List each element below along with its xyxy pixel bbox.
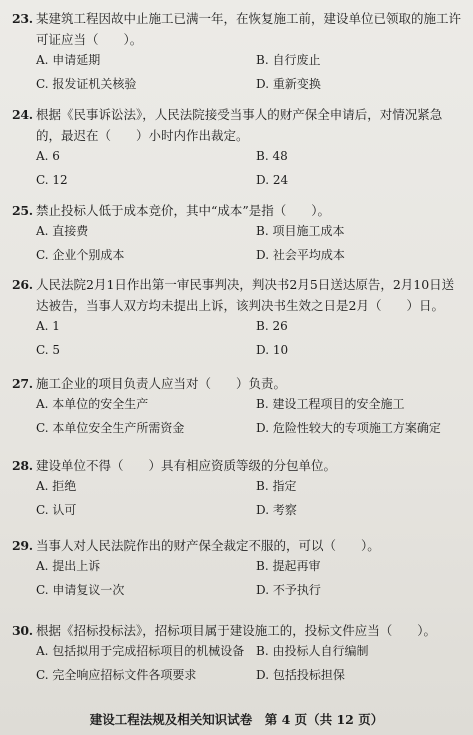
options (12, 476, 465, 522)
option-b: B. 指定 (256, 479, 297, 493)
question-29 (12, 535, 465, 602)
question-text: 禁止投标人低于成本竞价，其中“成本”是指（ ）。 (36, 203, 331, 218)
options (12, 146, 465, 192)
option-b: B. 由投标人自行编制 (256, 644, 369, 658)
option-b: B. 48 (256, 149, 288, 163)
question-number: 29. (12, 538, 33, 553)
question-text: 根据《招标投标法》，招标项目属于建设施工的，投标文件应当（ ）。 (36, 623, 437, 638)
question-text: 施工企业的项目负责人应当对（ ）负责。 (36, 376, 287, 391)
option-a: A. 拒绝 (36, 479, 77, 493)
option-a: A. 直接费 (36, 224, 89, 238)
question-stem (12, 535, 465, 556)
question-stem (12, 620, 465, 641)
question-stem (12, 455, 465, 476)
option-b: B. 自行废止 (256, 53, 321, 67)
option-c: C. 5 (36, 343, 61, 357)
question-28 (12, 455, 465, 522)
options (12, 556, 465, 602)
option-b: B. 项目施工成本 (256, 224, 345, 238)
option-c: C. 完全响应招标文件各项要求 (36, 668, 197, 682)
options (12, 221, 465, 267)
question-25 (12, 200, 465, 267)
option-a: A. 包括拟用于完成招标项目的机械设备 (36, 644, 245, 658)
question-30 (12, 620, 465, 687)
question-27 (12, 373, 465, 440)
question-number: 28. (12, 458, 33, 473)
option-c: C. 申请复议一次 (36, 583, 125, 597)
option-a: A. 1 (36, 319, 60, 333)
question-number: 25. (12, 203, 33, 218)
question-text: 人民法院2月1日作出第一审民事判决，判决书2月5日送达原告，2月10日送达被告，当事人双方均未提出上诉，该判决书生效之日是2月（ ）日。 (36, 277, 455, 313)
question-number: 23. (12, 11, 33, 26)
question-number: 30. (12, 623, 33, 638)
options (12, 316, 465, 362)
option-a: A. 本单位的安全生产 (36, 397, 149, 411)
question-23 (12, 8, 465, 96)
question-stem (12, 373, 465, 394)
question-stem (12, 8, 465, 50)
option-b: B. 提起再审 (256, 559, 321, 573)
question-number: 26. (12, 277, 33, 292)
option-c: C. 12 (36, 173, 68, 187)
option-a: A. 提出上诉 (36, 559, 101, 573)
option-d: D. 考察 (256, 503, 297, 517)
option-d: D. 包括投标担保 (256, 668, 345, 682)
page-footer: 建设工程法规及相关知识试卷 第 4 页（共 12 页） (89, 712, 384, 727)
question-text: 当事人对人民法院作出的财产保全裁定不服的，可以（ ）。 (36, 538, 380, 553)
option-d: D. 重新变换 (256, 77, 321, 91)
question-stem (12, 200, 465, 221)
option-d: D. 10 (256, 343, 289, 357)
question-number: 24. (12, 107, 33, 122)
option-d: D. 不予执行 (256, 583, 321, 597)
question-26 (12, 274, 465, 362)
option-d: D. 危险性较大的专项施工方案确定 (256, 421, 441, 435)
question-text: 根据《民事诉讼法》，人民法院接受当事人的财产保全申请后，对情况紧急的，最迟在（ ）小时内作出裁定。 (36, 107, 443, 143)
option-c: C. 报发证机关核验 (36, 77, 137, 91)
option-d: D. 24 (256, 173, 289, 187)
options (12, 394, 465, 440)
question-24 (12, 104, 465, 192)
option-c: C. 本单位安全生产所需资金 (36, 421, 185, 435)
option-c: C. 认可 (36, 503, 77, 517)
option-a: A. 6 (36, 149, 60, 163)
option-b: B. 建设工程项目的安全施工 (256, 397, 405, 411)
question-stem (12, 104, 465, 146)
option-a: A. 申请延期 (36, 53, 101, 67)
option-b: B. 26 (256, 319, 288, 333)
question-stem (12, 274, 465, 316)
question-number: 27. (12, 376, 33, 391)
question-text: 建设单位不得（ ）具有相应资质等级的分包单位。 (36, 458, 337, 473)
question-text: 某建筑工程因故中止施工已满一年，在恢复施工前，建设单位已领取的施工许可证应当（ ）。 (36, 11, 462, 47)
option-d: D. 社会平均成本 (256, 248, 345, 262)
options (12, 641, 465, 687)
options (12, 50, 465, 96)
option-c: C. 企业个别成本 (36, 248, 125, 262)
